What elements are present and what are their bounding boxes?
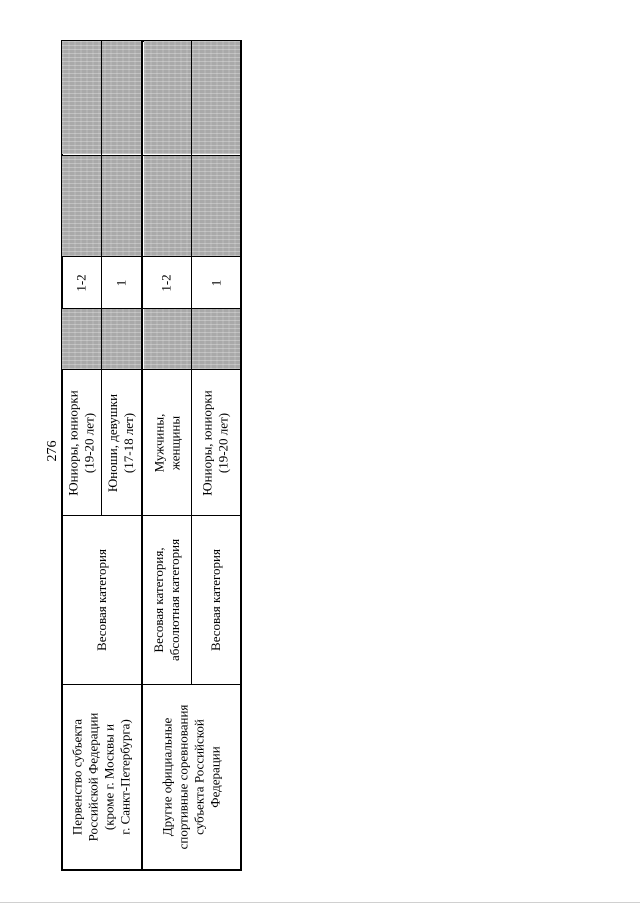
shade-col-a-block-1 — [62, 308, 142, 369]
age-group-3-text: Мужчины, женщины — [151, 413, 183, 472]
shade-col-c-block-2 — [144, 155, 240, 256]
competition-cell-1 — [62, 685, 141, 869]
place-cell-2 — [102, 257, 141, 308]
place-cell-4 — [192, 257, 240, 308]
age-group-cell-4 — [192, 370, 240, 515]
page-number: 276 — [45, 440, 60, 462]
age-group-1-text: Юниоры, юниорки (19-20 лет) — [65, 389, 97, 496]
competition-cell-2 — [143, 685, 240, 869]
place-4-text: 1 — [208, 279, 223, 286]
discipline-cell-2 — [143, 516, 191, 684]
age-group-cell-2 — [102, 370, 141, 515]
competition-1-text: Первенство субъекта Российской Федерации (кроме г. Москвы и г. Санкт-Петербурга) — [69, 712, 133, 842]
discipline-1-text: Весовая категория — [93, 549, 109, 651]
col-divider-place-shade — [61, 308, 242, 309]
competition-2-text: Другие официальные спортивные соревнования субъекта Российской Федерации — [159, 704, 223, 850]
discipline-cell-3 — [192, 516, 240, 684]
scan-edge-line — [0, 902, 640, 903]
discipline-2-text: Весовая категория, абсолютная категория — [151, 538, 183, 662]
place-cell-3 — [143, 257, 191, 308]
age-group-cell-1 — [62, 370, 101, 515]
shade-col-c-block-1 — [62, 155, 142, 256]
discipline-cell-1 — [62, 516, 141, 684]
shade-col-d-block-2 — [144, 41, 240, 154]
place-cell-1 — [62, 257, 101, 308]
age-group-2-text: Юноши, девушки (17-18 лет) — [105, 393, 137, 492]
age-group-cell-3 — [143, 370, 191, 515]
place-1-text: 1-2 — [73, 273, 89, 292]
shade-col-a-block-2 — [144, 308, 240, 369]
place-2-text: 1 — [113, 279, 129, 286]
discipline-3-text: Весовая категория — [208, 549, 224, 651]
shade-col-d-block-1 — [62, 41, 142, 154]
place-3-text: 1-2 — [159, 273, 174, 292]
col-divider-shade3-shade2 — [61, 155, 242, 156]
age-group-4-text: Юниоры, юниорки (19-20 лет) — [200, 389, 232, 496]
